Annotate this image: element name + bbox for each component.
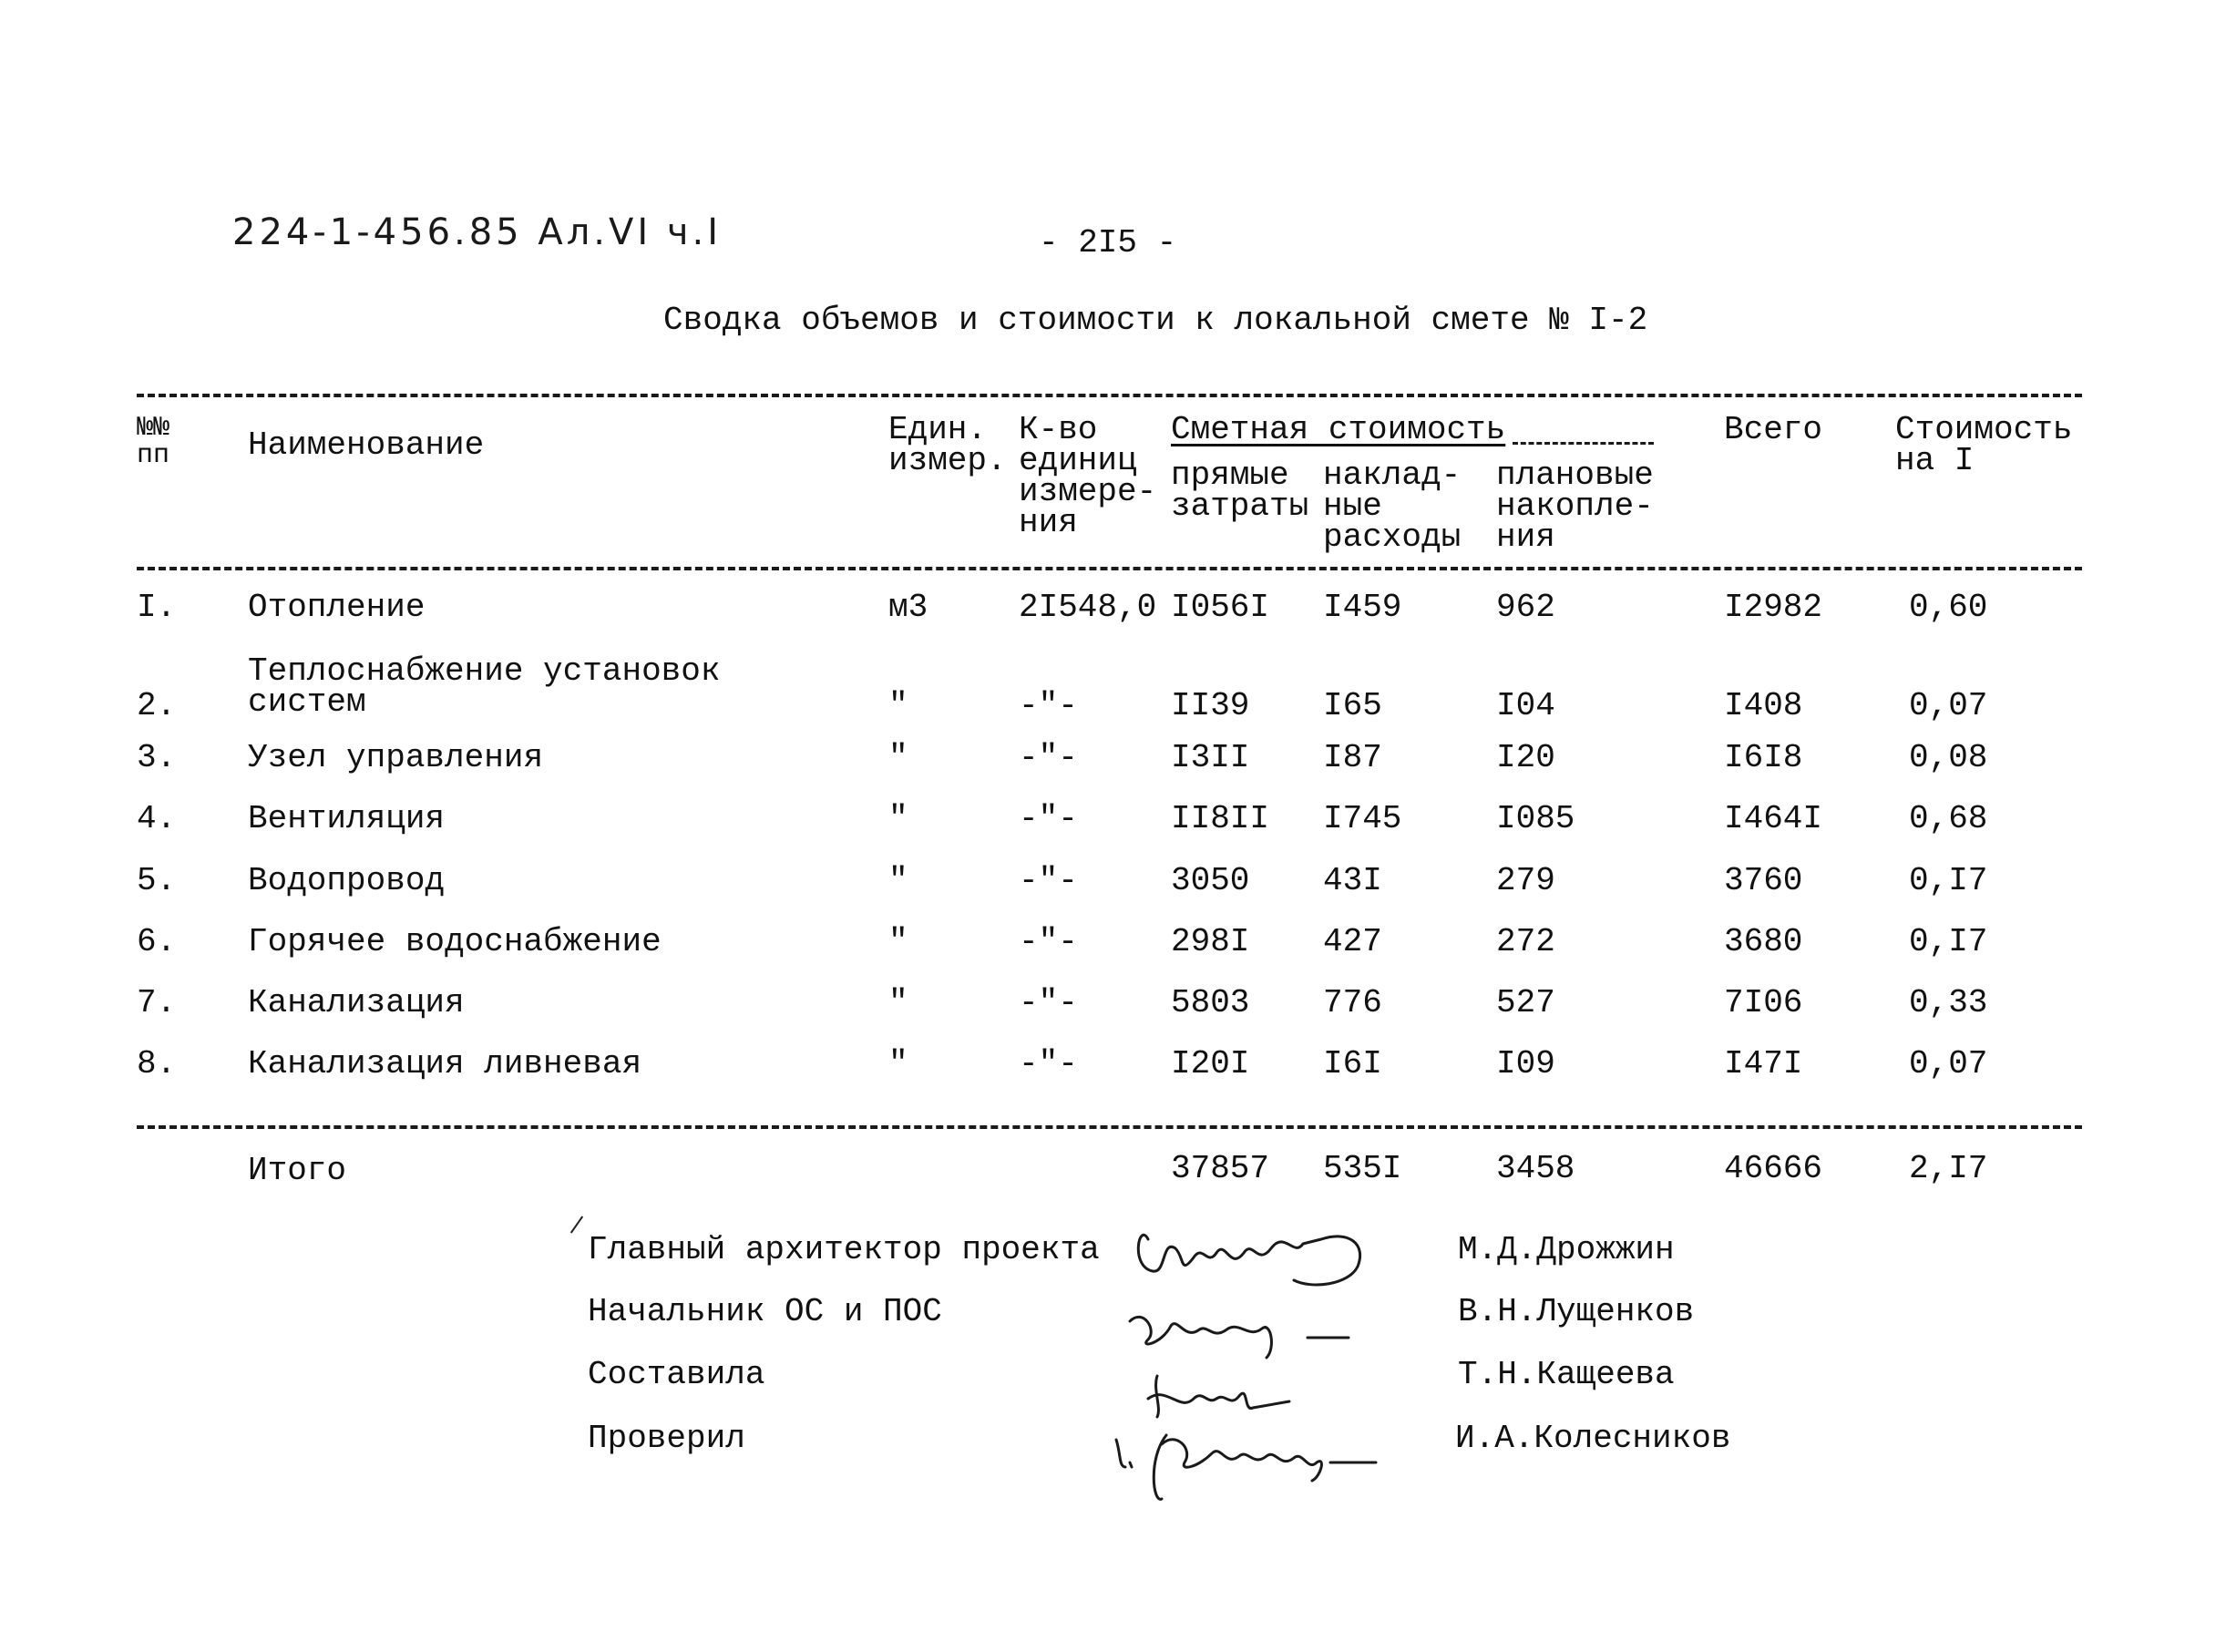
cell-planned: 527 [1496, 984, 1555, 1021]
name-checked-by: И.А.Колесников [1455, 1420, 1731, 1457]
cell-direct: I3II [1171, 739, 1250, 776]
cell-unit: м3 [888, 589, 928, 626]
document-code: 224-1-456.85 Ал.VI ч.I [232, 211, 723, 253]
cell-direct: 298I [1171, 923, 1250, 960]
page-number: - 2I5 - [1039, 224, 1177, 262]
cell-num: 5. [137, 862, 177, 899]
role-checked-by: Проверил [588, 1420, 745, 1457]
cell-overhead: I65 [1323, 687, 1382, 724]
role-chief-architect: Главный архитектор проекта [588, 1231, 1100, 1268]
signature-1 [1138, 1235, 1359, 1285]
cell-planned: I04 [1496, 687, 1555, 724]
cell-total: I6I8 [1724, 739, 1803, 776]
signature-4 [1116, 1435, 1376, 1499]
role-head-os: Начальник ОС и ПОС [588, 1293, 942, 1330]
totals-label: Итого [248, 1152, 347, 1189]
cell-unit: " [888, 739, 908, 776]
cell-qty: -"- [1019, 800, 1078, 837]
name-head-os: В.Н.Лущенков [1458, 1293, 1695, 1330]
col-header-estimated-cost: Сметная стоимость [1171, 411, 1506, 448]
cell-name: Вентиляция [248, 800, 446, 837]
cell-total: 3760 [1724, 862, 1803, 899]
totals-total: 46666 [1724, 1150, 1823, 1187]
cell-num: 7. [137, 984, 177, 1021]
signature-3 [1148, 1376, 1289, 1417]
cell-num: I. [137, 589, 177, 626]
cell-per-unit: 0,07 [1909, 1045, 1988, 1083]
cell-qty: -"- [1019, 923, 1078, 960]
cell-planned: 279 [1496, 862, 1555, 899]
cell-total: I408 [1724, 687, 1803, 724]
cell-name: Канализация ливневая [248, 1045, 642, 1083]
cell-direct: II8II [1171, 800, 1270, 837]
cell-num: 3. [137, 739, 177, 776]
cell-name: Водопровод [248, 862, 446, 899]
cell-unit: " [888, 1045, 908, 1083]
tick-mark [570, 1216, 583, 1233]
col-header-num: №№ пп [137, 413, 170, 471]
cell-planned: I20 [1496, 739, 1555, 776]
col-header-name: Наименование [248, 426, 485, 464]
totals-overhead: 535I [1323, 1150, 1402, 1187]
totals-per-unit: 2,I7 [1909, 1150, 1988, 1187]
cell-total: I47I [1724, 1045, 1803, 1083]
totals-planned: 3458 [1496, 1150, 1575, 1187]
cell-unit: " [888, 687, 908, 724]
cell-planned: 962 [1496, 589, 1555, 626]
cell-overhead: I745 [1323, 800, 1402, 837]
col-header-cost-per-unit: Стоимость на I [1895, 411, 2073, 479]
header-bottom-rule [137, 567, 2082, 570]
cell-total: I464I [1724, 800, 1823, 837]
cell-direct: II39 [1171, 687, 1250, 724]
cell-per-unit: 0,68 [1909, 800, 1988, 837]
cell-qty: -"- [1019, 862, 1078, 899]
cell-overhead: I459 [1323, 589, 1402, 626]
cell-total: I2982 [1724, 589, 1823, 626]
cell-per-unit: 0,07 [1909, 687, 1988, 724]
cell-num: 6. [137, 923, 177, 960]
cell-direct: 3050 [1171, 862, 1250, 899]
cell-overhead: I87 [1323, 739, 1382, 776]
cell-per-unit: 0,33 [1909, 984, 1988, 1021]
col-header-planned: плановые накопле- ния [1496, 457, 1654, 556]
cell-qty: -"- [1019, 1045, 1078, 1083]
cell-overhead: 776 [1323, 984, 1382, 1021]
cell-num: 4. [137, 800, 177, 837]
cell-qty: -"- [1019, 984, 1078, 1021]
page-title: Сводка объемов и стоимости к локальной смете № I-2 [663, 302, 1648, 339]
cell-direct: 5803 [1171, 984, 1250, 1021]
col-header-qty: К-во единиц измере- ния [1019, 411, 1157, 541]
cell-planned: I09 [1496, 1045, 1555, 1083]
name-compiled-by: Т.Н.Кащеева [1458, 1356, 1675, 1393]
cell-num: 2. [137, 687, 177, 724]
col-header-direct: прямые затраты [1171, 457, 1309, 525]
cell-total: 3680 [1724, 923, 1803, 960]
cell-per-unit: 0,I7 [1909, 862, 1988, 899]
cell-per-unit: 0,60 [1909, 589, 1988, 626]
cell-unit: " [888, 800, 908, 837]
totals-direct: 37857 [1171, 1150, 1270, 1187]
cell-num: 8. [137, 1045, 177, 1083]
cell-name: Канализация [248, 984, 465, 1021]
col-header-overhead: наклад- ные расходы [1323, 457, 1462, 556]
cell-overhead: 427 [1323, 923, 1382, 960]
cell-qty: 2I548,0 [1019, 589, 1157, 626]
handwritten-signatures [1112, 1203, 1421, 1503]
role-compiled-by: Составила [588, 1356, 765, 1393]
cell-qty: -"- [1019, 739, 1078, 776]
cell-name: Узел управления [248, 739, 544, 776]
col-header-total: Всего [1724, 411, 1823, 448]
cell-name: Отопление [248, 589, 426, 626]
cell-unit: " [888, 923, 908, 960]
cell-direct: I056I [1171, 589, 1270, 626]
cell-overhead: 43I [1323, 862, 1382, 899]
cell-unit: " [888, 984, 908, 1021]
cell-unit: " [888, 862, 908, 899]
cell-name: Теплоснабжение установок систем [248, 652, 721, 721]
cell-overhead: I6I [1323, 1045, 1382, 1083]
cell-per-unit: 0,I7 [1909, 923, 1988, 960]
cell-direct: I20I [1171, 1045, 1250, 1083]
cell-name: Горячее водоснабжение [248, 923, 662, 960]
cell-per-unit: 0,08 [1909, 739, 1988, 776]
cell-total: 7I06 [1724, 984, 1803, 1021]
cell-qty: -"- [1019, 687, 1078, 724]
table-top-rule [137, 394, 2082, 397]
estimated-cost-dash [1513, 442, 1654, 445]
signature-2 [1130, 1317, 1349, 1358]
cell-planned: 272 [1496, 923, 1555, 960]
name-chief-architect: М.Д.Дрожжин [1458, 1231, 1675, 1268]
cell-planned: I085 [1496, 800, 1575, 837]
col-header-unit: Един. измер. [888, 411, 1007, 479]
totals-rule [137, 1125, 2082, 1129]
